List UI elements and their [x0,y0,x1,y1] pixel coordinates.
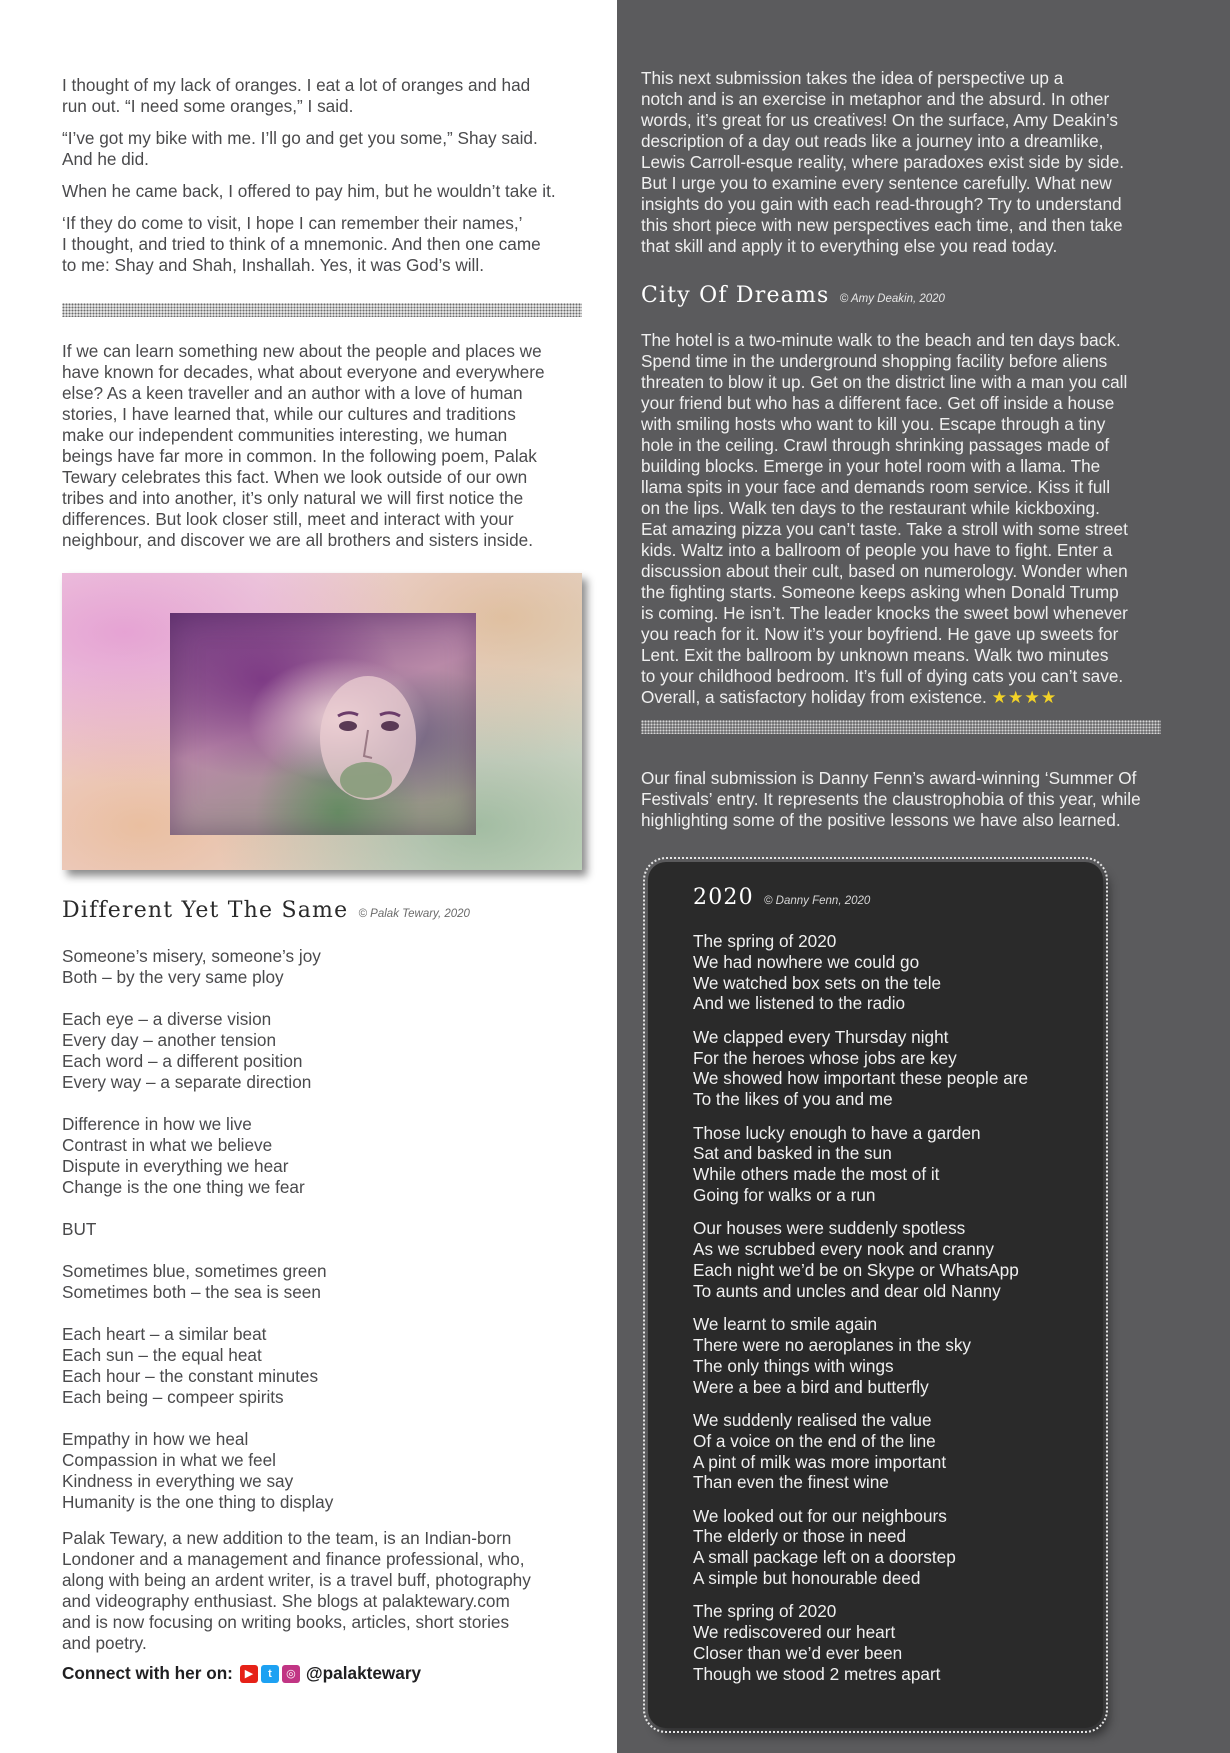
poem-line: Every way – a separate direction [62,1072,312,1092]
text-line: kids. Waltz into a ballroom of people you have to fight. Enter a [641,540,1113,560]
poem-stanza [62,1261,582,1303]
poem-stanza [693,1123,1093,1206]
final-submission-intro [641,768,1201,831]
poem-stanza [693,1314,1093,1397]
poem-line: We watched box sets on the tele [693,972,942,993]
poem-line: Empathy in how we heal [62,1429,249,1449]
poem-stanza [62,946,582,988]
portrait-frame [170,613,476,835]
story-last-line [641,687,1201,708]
text-line: description of a day out reads like a journey into a dreamlike, [641,131,1104,151]
poem-line: Difference in how we live [62,1114,252,1134]
poem-line: The spring of 2020 [693,1601,837,1622]
poem-stanza [693,1027,1093,1110]
connect-label: Connect with her on: [62,1663,233,1683]
text-line: notch and is an exercise in metaphor and the absurd. In other [641,89,1110,109]
text-line: stories, I have learned that, while our cultures and traditions [62,404,516,424]
poem-line: Humanity is the one thing to display [62,1492,334,1512]
poem-line: While others made the most of it [693,1164,940,1185]
poem-2020-credit: © Danny Fenn, 2020 [764,895,871,907]
text-line: your friend but who has a different face. Get off inside a house [641,393,1115,413]
text-line: to your childhood bedroom. It’s full of dying cats you can’t save. [641,666,1124,686]
text-line: is coming. He isn’t. The leader knocks the sweet bowl whenever [641,603,1128,623]
text-line: I thought of my lack of oranges. I eat a lot of oranges and had [62,75,531,95]
text-line: Londoner and a management and finance professional, who, [62,1549,525,1569]
text-line: Spend time in the underground shopping facility before aliens [641,351,1108,371]
text-line: neighbour, and discover we are all brothers and sisters inside. [62,530,534,550]
poem-line: Someone’s misery, someone’s joy [62,946,321,966]
poem-line: Sat and basked in the sun [693,1143,892,1164]
poem-line: Kindness in everything we say [62,1471,294,1491]
text-line: have known for decades, what about everyone and everywhere [62,362,545,382]
poem-line: We learnt to smile again [693,1314,878,1335]
poem-stanza [62,1009,582,1093]
text-line: “I’ve got my bike with me. I’ll go and get you some,” Shay said. [62,128,538,148]
text-line: If we can learn something new about the people and places we [62,341,542,361]
poem-line: Going for walks or a run [693,1184,876,1205]
text-line: highlighting some of the positive lessons we have also learned. [641,810,1121,830]
text-line: Our final submission is Danny Fenn’s award-winning ‘Summer Of [641,768,1137,788]
poem-2020-title: 2020 [693,885,754,910]
text-line: Tewary celebrates this fact. When we look outside of our own [62,467,528,487]
poem-line: And we listened to the radio [693,993,906,1014]
poem-line: Dispute in everything we hear [62,1156,289,1176]
poem-line: We clapped every Thursday night [693,1026,949,1047]
story-heading [641,283,945,308]
story-title: City Of Dreams [641,283,830,308]
text-line: along with being an ardent writer, is a travel buff, photography [62,1570,531,1590]
poem-2020-body [693,931,1093,1685]
poem-line: Compassion in what we feel [62,1450,276,1470]
text-line: When he came back, I offered to pay him, but he wouldn’t take it. [62,181,556,201]
poem-line: BUT [62,1219,97,1239]
text-line: words, it’s great for us creatives! On the surface, Amy Deakin’s [641,110,1118,130]
poem-line: Than even the finest wine [693,1472,889,1493]
text-line: building blocks. Emerge in your hotel room with a llama. The [641,456,1101,476]
poem-line: We suddenly realised the value [693,1409,932,1430]
poem-line: Each hour – the constant minutes [62,1366,319,1386]
text-line: that skill and apply it to everything else you read today. [641,236,1058,256]
intro-paragraph [62,128,582,170]
story-credit: © Amy Deakin, 2020 [839,293,945,305]
intro-paragraph [62,213,582,276]
text-line: And he did. [62,149,149,169]
text-line: on the lips. Walk ten days to the restaurant while kickboxing. [641,498,1100,518]
poem-line: Sometimes both – the sea is seen [62,1282,321,1302]
social-connect-row [62,1663,421,1684]
text-line: llama spits in your face and demands room service. Kiss it full [641,477,1111,497]
poem-stanza [693,1218,1093,1301]
text-line: run out. “I need some oranges,” I said. [62,96,354,116]
poem-stanza [693,1601,1093,1684]
poem-line: We had nowhere we could go [693,951,920,972]
poem-stanza [62,1219,582,1240]
poem-line: Every day – another tension [62,1030,277,1050]
text-line: Festivals’ entry. It represents the claustrophobia of this year, while [641,789,1141,809]
poem-line: Closer than we’d ever been [693,1643,903,1664]
dotted-divider [62,303,582,317]
text-line: tribes and into another, it’s only natural we will first notice the [62,488,524,508]
text-line: insights do you gain with each read-through? Try to understand [641,194,1122,214]
poem-line: We rediscovered our heart [693,1622,896,1643]
text-line: Eat amazing pizza you can’t taste. Take a stroll with some street [641,519,1128,539]
text-line: But I urge you to examine every sentence carefully. What new [641,173,1112,193]
poem-line: Those lucky enough to have a garden [693,1122,981,1143]
author-portrait-image [62,573,582,870]
twitter-icon[interactable]: t [261,1665,279,1683]
poem-line: We showed how important these people are [693,1068,1029,1089]
intro-text [62,75,582,287]
poem-stanza [62,1429,582,1513]
poem-line: Each word – a different position [62,1051,303,1071]
poem-line: Sometimes blue, sometimes green [62,1261,327,1281]
text-line: and is now focusing on writing books, articles, short stories [62,1612,510,1632]
text-line: and videography enthusiast. She blogs at palaktewary.com [62,1591,510,1611]
poem-line: Of a voice on the end of the line [693,1430,936,1451]
submission-intro [641,68,1181,257]
poem-line: For the heroes whose jobs are key [693,1047,957,1068]
poem-stanza [62,1324,582,1408]
poem-2020-heading [693,885,870,910]
text-line: Lewis Carroll-esque reality, where paradoxes exist side by side. [641,152,1125,172]
poem-line: A pint of milk was more important [693,1451,947,1472]
text-line: beings have far more in common. In the following poem, Palak [62,446,537,466]
poem-line: Each eye – a diverse vision [62,1009,272,1029]
poem-line: Were a bee a bird and butterfly [693,1376,929,1397]
text-line: Lent. Exit the ballroom by unknown means. Walk two minutes [641,645,1109,665]
poem-line: Each sun – the equal heat [62,1345,262,1365]
poem-line: Each heart – a similar beat [62,1324,267,1344]
poem-stanza [62,1114,582,1198]
poem-line: Each night we’d be on Skype or WhatsApp [693,1259,1019,1280]
youtube-icon[interactable]: ▶ [240,1665,258,1683]
poem-line: To the likes of you and me [693,1089,893,1110]
text-line: Palak Tewary, a new addition to the team, is an Indian-born [62,1528,512,1548]
intro-paragraph [62,75,582,117]
poem-line: To aunts and uncles and dear old Nanny [693,1280,1001,1301]
instagram-icon[interactable]: ◎ [282,1665,300,1683]
poem-body [62,946,582,1534]
poem-line: Contrast in what we believe [62,1135,273,1155]
portrait-face-sketch [308,668,428,818]
text-line: hole in the ceiling. Crawl through shrinking passages made of [641,435,1110,455]
poem-stanza [693,1410,1093,1493]
text-line: and poetry. [62,1633,147,1653]
text-line: make our independent communities interesting, we human [62,425,508,445]
poem-line: The only things with wings [693,1355,894,1376]
poem-credit: © Palak Tewary, 2020 [358,908,470,920]
social-handle[interactable]: @palaktewary [305,1663,422,1683]
text-line: differences. But look closer still, meet and interact with your [62,509,514,529]
poem-line: Our houses were suddenly spotless [693,1218,966,1239]
star-rating: ★★★★ [991,687,1058,707]
poem-line: We looked out for our neighbours [693,1505,947,1526]
text-line: you reach for it. Now it’s your boyfriend. He gave up sweets for [641,624,1119,644]
poem-line: Change is the one thing we fear [62,1177,305,1197]
poem-2020-box [648,862,1103,1728]
intro-paragraph [62,181,582,202]
poem-line: A small package left on a doorstep [693,1547,956,1568]
text-line: to me: Shay and Shah, Inshallah. Yes, it was God’s will. [62,255,484,275]
poem-line: Each being – compeer spirits [62,1387,284,1407]
author-bio [62,1528,582,1654]
poem-stanza [693,1506,1093,1589]
poem-line: The spring of 2020 [693,931,837,951]
text-line: This next submission takes the idea of perspective up a [641,68,1064,88]
text-line: this short piece with new perspectives each time, and then take [641,215,1123,235]
poem-title: Different Yet The Same [62,898,349,923]
text-line: ‘If they do come to visit, I hope I can remember their names,’ [62,213,523,233]
text-line: else? As a keen traveller and an author with a love of human [62,383,523,403]
story-body [641,330,1201,708]
text-line: The hotel is a two-minute walk to the beach and ten days back. [641,330,1121,350]
editorial-paragraph [62,341,582,551]
text-line: the fighting starts. Someone keeps asking when Donald Trump [641,582,1119,602]
text-line: discussion about their cult, based on numerology. Wonder when [641,561,1128,581]
poem-line: There were no aeroplanes in the sky [693,1334,972,1355]
poem-line: The elderly or those in need [693,1526,907,1547]
text-line: threaten to blow it up. Get on the district line with a man you call [641,372,1128,392]
text-line: with smiling hosts who want to kill you. Escape through a tiny [641,414,1106,434]
poem-line: As we scrubbed every nook and cranny [693,1239,994,1260]
dotted-divider [641,720,1161,734]
poem-line: A simple but honourable deed [693,1568,921,1589]
text-line: Overall, a satisfactory holiday from existence. [641,687,987,707]
poem-heading [62,898,470,923]
poem-line: Though we stood 2 metres apart [693,1663,941,1684]
text-line: I thought, and tried to think of a mnemonic. And then one came [62,234,541,254]
poem-stanza [693,931,1093,1014]
poem-line: Both – by the very same ploy [62,967,284,987]
